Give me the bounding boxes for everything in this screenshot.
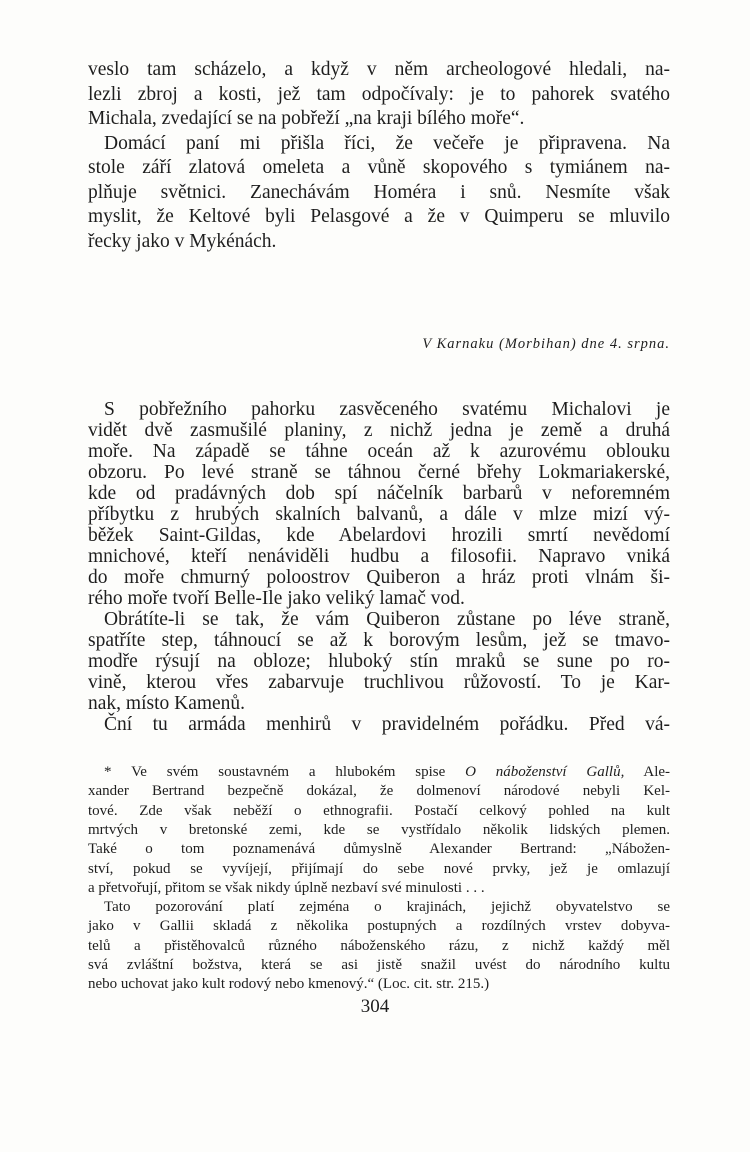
text-line: S pobřežního pahorku zasvěceného svatému Michalovi je: [104, 399, 670, 420]
text-line: do moře chmurný poloostrov Quiberon a hráz proti vlnám ši-: [88, 567, 670, 588]
footnote-line: ství, pokud se vyvíjejí, přijímají do sebe nové prvky, jež je omlazují: [88, 860, 670, 877]
text-line: modře rýsují na obloze; hluboký stín mraků se sune po ro-: [88, 651, 670, 672]
text-line: plňuje světnici. Zanechávám Homéra i snů. Nesmíte však: [88, 181, 670, 203]
text-line: Ční tu armáda menhirů v pravidelném pořádku. Před vá-: [104, 714, 670, 735]
text-line: obzoru. Po levé straně se táhnou černé břehy Lokmariakerské,: [88, 462, 670, 483]
text-line: Obrátíte-li se tak, že vám Quiberon zůstane po léve straně,: [104, 609, 670, 630]
footnote-line: nebo uchovat jako kult rodový nebo kmenový.“ (Loc. cit. str. 215.): [88, 976, 490, 993]
text-line: řecky jako v Mykénách.: [88, 230, 277, 252]
text-line: lezli zbroj a kosti, jež tam odpočívaly: je to pahorek svatého: [88, 83, 670, 105]
page-number: 304: [360, 996, 390, 1017]
text-line: kde od pradávných dob spí náčelník barbarů v neforemném: [88, 483, 670, 504]
text-line: stole září zlatová omeleta a vůně skopového s tymiánem na-: [88, 157, 670, 178]
text-line: Domácí paní mi přišla říci, že večeře je připravena. Na: [104, 132, 670, 154]
section-heading: V Karnaku (Morbihan) dne 4. srpna.: [422, 336, 670, 352]
footnote-line: tové. Zde však neběží o ethnografii. Postačí celkový pohled na kult: [88, 802, 670, 819]
text-line: spatříte step, táhnoucí se až k borovým lesům, jež se tmavo-: [88, 630, 670, 651]
text-line: běžek Saint-Gildas, kde Abelardovi hrozili smrtí nevědomí: [88, 525, 670, 546]
text-line: rého moře tvoří Belle-Ile jako veliký lamač vod.: [88, 588, 465, 609]
text-line: myslit, že Keltové byli Pelasgové a že v Quimperu se mluvilo: [88, 206, 670, 227]
text-line: Michala, zvedající se na pobřeží „na kraji bílého moře“.: [88, 108, 525, 129]
text-line: mnichové, kteří nenáviděli hudbu a filosofii. Napravo vniká: [88, 546, 670, 567]
footnote-line: xander Bertrand bezpečně dokázal, že dolmenoví národové nebyli Kel-: [88, 783, 670, 800]
text-line: nak, místo Kamenů.: [88, 693, 246, 714]
footnote-line: Tato pozorování platí zejména o krajinách, jejichž obyvatelstvo se: [104, 899, 670, 916]
footnote-line: svá zvláštní božstva, která se asi jistě snažil uvést do národního kultu: [88, 957, 670, 973]
text-line: příbytku z hrubých skalních balvanů, a dále v mlze mizí vý-: [88, 504, 670, 525]
footnote-line: jako v Gallii skladá z několika postupných a rozdílných vrstev dobyva-: [88, 918, 670, 935]
footnote-line: mrtvých v bretonské zemi, kde se vystřídalo několik lidských plemen.: [88, 821, 670, 838]
footnote-line: telů a přistěhovalců různého náboženského rázu, z nichž každý měl: [88, 937, 670, 954]
footnote-line: a přetvořují, přitom se však nikdy úplně nezbaví své minulosti . . .: [88, 879, 485, 896]
text-line: vině, kterou vřes zabarvuje truchlivou růžovostí. To je Kar-: [88, 672, 670, 693]
footnote-line: Také o tom poznamenává důmyslně Alexander Bertrand: „Nábožen-: [88, 841, 670, 858]
text-line: veslo tam scházelo, a když v něm archeologové hledali, na-: [88, 59, 670, 80]
text-line: vidět dvě zasmušilé planiny, z nichž jedna je země a druhá: [88, 420, 670, 441]
footnote-line: * Ve svém soustavném a hlubokém spise O náboženství Gallů, Ale-: [104, 764, 671, 780]
text-line: moře. Na západě se táhne oceán až k azurovému oblouku: [88, 441, 670, 462]
